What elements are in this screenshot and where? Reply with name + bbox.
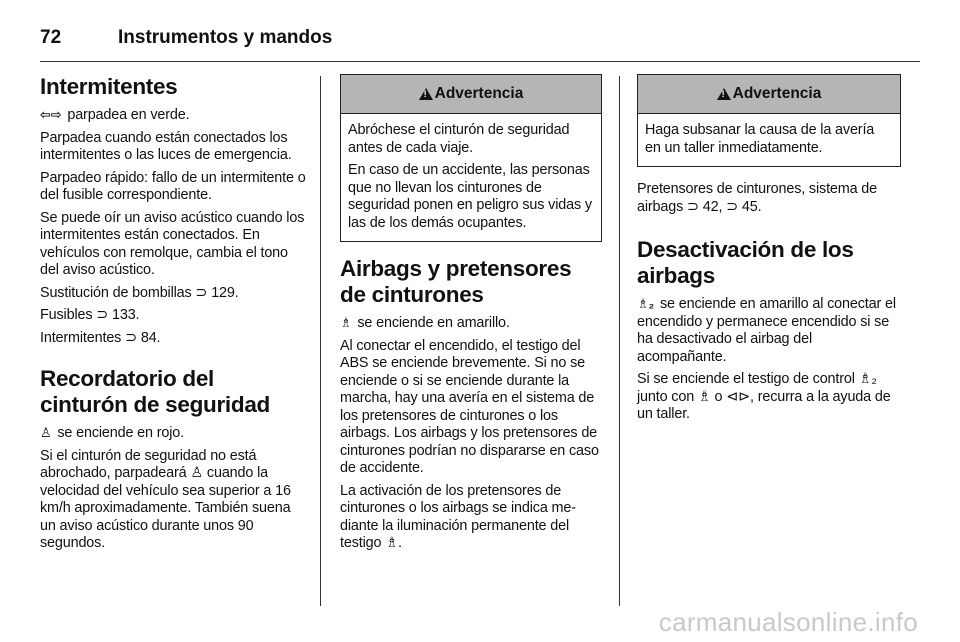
ref-bombillas: Sustitución de bombillas ⊃ 129. (40, 284, 239, 301)
watermark: carmanualsonline.info (658, 607, 918, 637)
airbags-p3: La activación de los pretensores de cinturones o los airbags se indica mediante la iluminación permanente del testigo ♗. (340, 482, 577, 551)
airbag-off-icon: ♗₂ (637, 296, 655, 311)
intermitentes-p1: parpadea en verde. (63, 107, 190, 123)
warning-header (341, 75, 601, 114)
warning-triangle-icon (717, 88, 731, 100)
intermitentes-p4: Se puede oír un aviso acústico cuando los intermitentes están conectados. En vehículos con remolque, cambia el tono del aviso acústico. (40, 209, 305, 278)
warning-triangle-icon (419, 88, 433, 100)
ref-fusibles: Fusibles ⊃ 133. (40, 307, 140, 323)
warning-p1: Abróchese el cinturón de seguridad antes de cada viaje. (348, 122, 570, 156)
cinturon-p2: Si el cinturón de seguridad no está abrochado, parpadeará ♙ cuando la velocidad del vehículo sea superior a 16 km/h aproximadamente. También suena un aviso acústico durante unos 90 segundos. (40, 447, 291, 551)
header-rule (40, 61, 920, 62)
seatbelt-icon: ♙ (40, 425, 52, 440)
desactivacion-indicator-text (637, 295, 901, 366)
airbags-p2: Al conectar el encendido, el testigo del ABS se enciende brevemente. Si no se enciende o si se enciende durante la marcha, hay una avería en el sistema de los pretensores de cinturones o los airbags. Los airbags y los pretensores de cinturones podrían no dispararse en caso de accidente. (340, 337, 599, 476)
section-title: Instrumentos y mandos (118, 27, 333, 48)
heading-intermitentes: Intermitentes (40, 74, 178, 99)
ref-intermitentes: Intermitentes ⊃ 84. (40, 329, 161, 346)
cinturon-p1: se enciende en rojo. (53, 425, 184, 441)
page-header (40, 18, 920, 58)
desactivacion-p1: se enciende en amarillo al conectar el encendido y permanece encendido si se ha desactivado el airbag del acompañante. (637, 296, 896, 365)
airbags-indicator-text (340, 314, 602, 333)
warning-label: Advertencia (732, 85, 822, 102)
desactivacion-p2: Si se enciende el testigo de control ♗₂ junto con ♗ o ⊲⊳, recurra a la ayuda de un taller. (637, 371, 891, 422)
column-1 (40, 74, 306, 558)
warning-p2: En caso de un accidente, las personas que no llevan los cinturones de seguridad ponen en peligro sus vidas y las de los demás ocupantes. (348, 162, 592, 231)
airbags-p1: se enciende en amarillo. (353, 315, 510, 331)
warning-p1: Haga subsanar la causa de la avería en un taller inmediatamente. (645, 122, 875, 156)
warning-header (638, 75, 900, 114)
column-3 (637, 74, 901, 429)
page-number: 72 (40, 27, 62, 48)
warning-box-fault (637, 74, 901, 167)
column-divider-1 (320, 76, 321, 606)
turn-signal-icon: ⇦⇨ (40, 107, 62, 122)
intermitentes-p2: Parpadea cuando están conectados los intermitentes o las luces de emergencia. (40, 129, 292, 163)
intermitentes-p3: Parpadeo rápido: fallo de un intermitente o del fusible correspondiente. (40, 169, 306, 203)
warning-box-seatbelt (340, 74, 602, 242)
warning-label: Advertencia (434, 85, 524, 102)
ref-pretensores: Pretensores de cinturones, sistema de airbags ⊃ 42, ⊃ 45. (637, 181, 878, 215)
airbag-icon: ♗ (340, 315, 352, 330)
heading-desactivacion: Desactivación de los airbags (637, 237, 854, 288)
cinturon-indicator-text (40, 424, 306, 443)
column-divider-2 (619, 76, 620, 606)
heading-airbags: Airbags y pretensores de cinturones (340, 256, 572, 307)
intermitentes-indicator-text (40, 106, 306, 125)
heading-cinturon: Recordatorio del cinturón de seguridad (40, 366, 270, 417)
column-2 (340, 74, 602, 558)
